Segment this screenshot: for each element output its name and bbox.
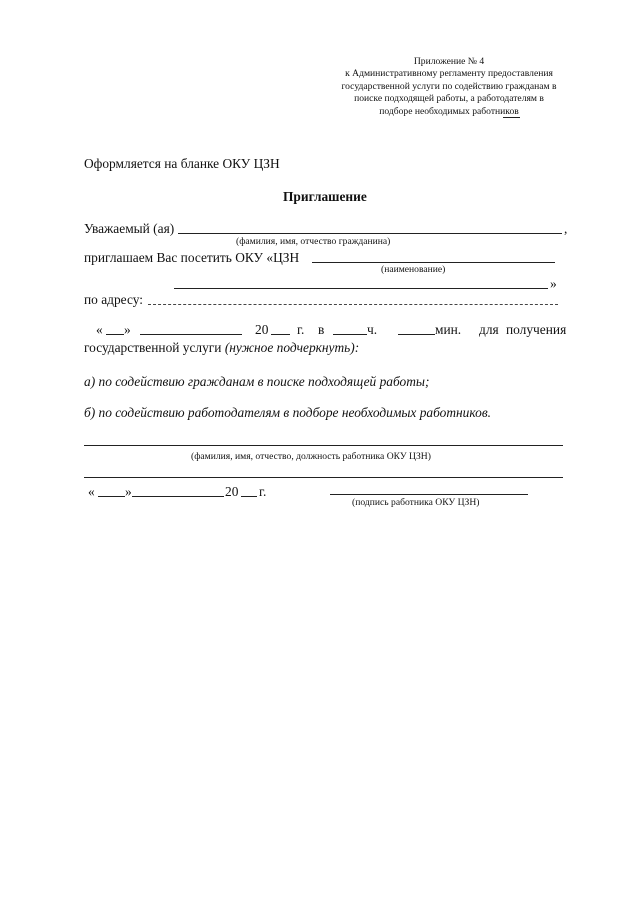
annex-header bbox=[318, 56, 580, 118]
address-label: по адресу: bbox=[84, 292, 143, 307]
signature-field[interactable] bbox=[330, 494, 528, 495]
purpose-prefix: для bbox=[479, 322, 499, 337]
citizen-name-field[interactable] bbox=[178, 233, 562, 234]
year-suffix: г. bbox=[297, 322, 305, 337]
date-close-quote: » bbox=[124, 322, 131, 337]
closing-quote: » bbox=[550, 276, 557, 291]
organization-caption: (наименование) bbox=[381, 264, 446, 275]
annex-line: Приложение № 4 bbox=[413, 56, 485, 67]
sign-month-field[interactable] bbox=[132, 496, 224, 497]
date-open-quote: « bbox=[96, 322, 103, 337]
month-field[interactable] bbox=[140, 334, 242, 335]
citizen-name-caption: (фамилия, имя, отчество гражданина) bbox=[236, 236, 391, 247]
employee-caption: (фамилия, имя, отчество, должность работника ОКУ ЦЗН) bbox=[191, 451, 431, 462]
page-title: Приглашение bbox=[283, 189, 367, 204]
sign-date-open-quote: « bbox=[88, 484, 95, 499]
in-word: в bbox=[318, 322, 325, 337]
hour-suffix: ч. bbox=[367, 322, 378, 337]
option-a[interactable]: а) по содействию гражданам в поиске подходящей работы; bbox=[84, 374, 430, 389]
employee-extra-field[interactable] bbox=[84, 477, 563, 478]
sign-day-field[interactable] bbox=[98, 496, 125, 497]
sign-date-close-quote: » bbox=[125, 484, 132, 499]
year-field[interactable] bbox=[271, 334, 290, 335]
salutation-comma: , bbox=[564, 221, 568, 236]
hour-field[interactable] bbox=[333, 334, 367, 335]
service-text bbox=[84, 340, 359, 356]
signature-caption: (подпись работника ОКУ ЦЗН) bbox=[352, 497, 480, 508]
organization-name-continuation-field[interactable] bbox=[174, 288, 548, 289]
sign-year-suffix: г. bbox=[259, 484, 267, 499]
organization-name-field[interactable] bbox=[312, 262, 555, 263]
annex-line: государственной услуги по содействию гражданам в bbox=[341, 80, 557, 92]
purpose-word: получения bbox=[506, 322, 567, 337]
minute-field[interactable] bbox=[398, 334, 435, 335]
invite-label: приглашаем Вас посетить ОКУ «ЦЗН bbox=[84, 250, 300, 265]
annex-line: поиске подходящей работы, а работодателям в bbox=[354, 93, 544, 105]
salutation-label: Уважаемый (ая) bbox=[84, 221, 175, 236]
annex-underline bbox=[503, 117, 520, 118]
year-prefix: 20 bbox=[255, 322, 269, 337]
form-note: Оформляется на бланке ОКУ ЦЗН bbox=[84, 156, 280, 171]
employee-name-field[interactable] bbox=[84, 445, 563, 446]
address-field[interactable] bbox=[148, 304, 558, 305]
annex-line: к Административному регламенту предоставления bbox=[345, 68, 553, 80]
annex-line: подборе необходимых работников bbox=[379, 105, 519, 117]
minute-suffix: мин. bbox=[435, 322, 462, 337]
sign-year-prefix: 20 bbox=[225, 484, 239, 499]
option-b[interactable]: б) по содействию работодателям в подборе необходимых работников. bbox=[84, 405, 491, 420]
service-label: государственной услуги bbox=[84, 340, 222, 355]
service-hint: (нужное подчеркнуть): bbox=[224, 340, 360, 355]
sign-year-field[interactable] bbox=[241, 496, 257, 497]
day-field[interactable] bbox=[106, 334, 124, 335]
